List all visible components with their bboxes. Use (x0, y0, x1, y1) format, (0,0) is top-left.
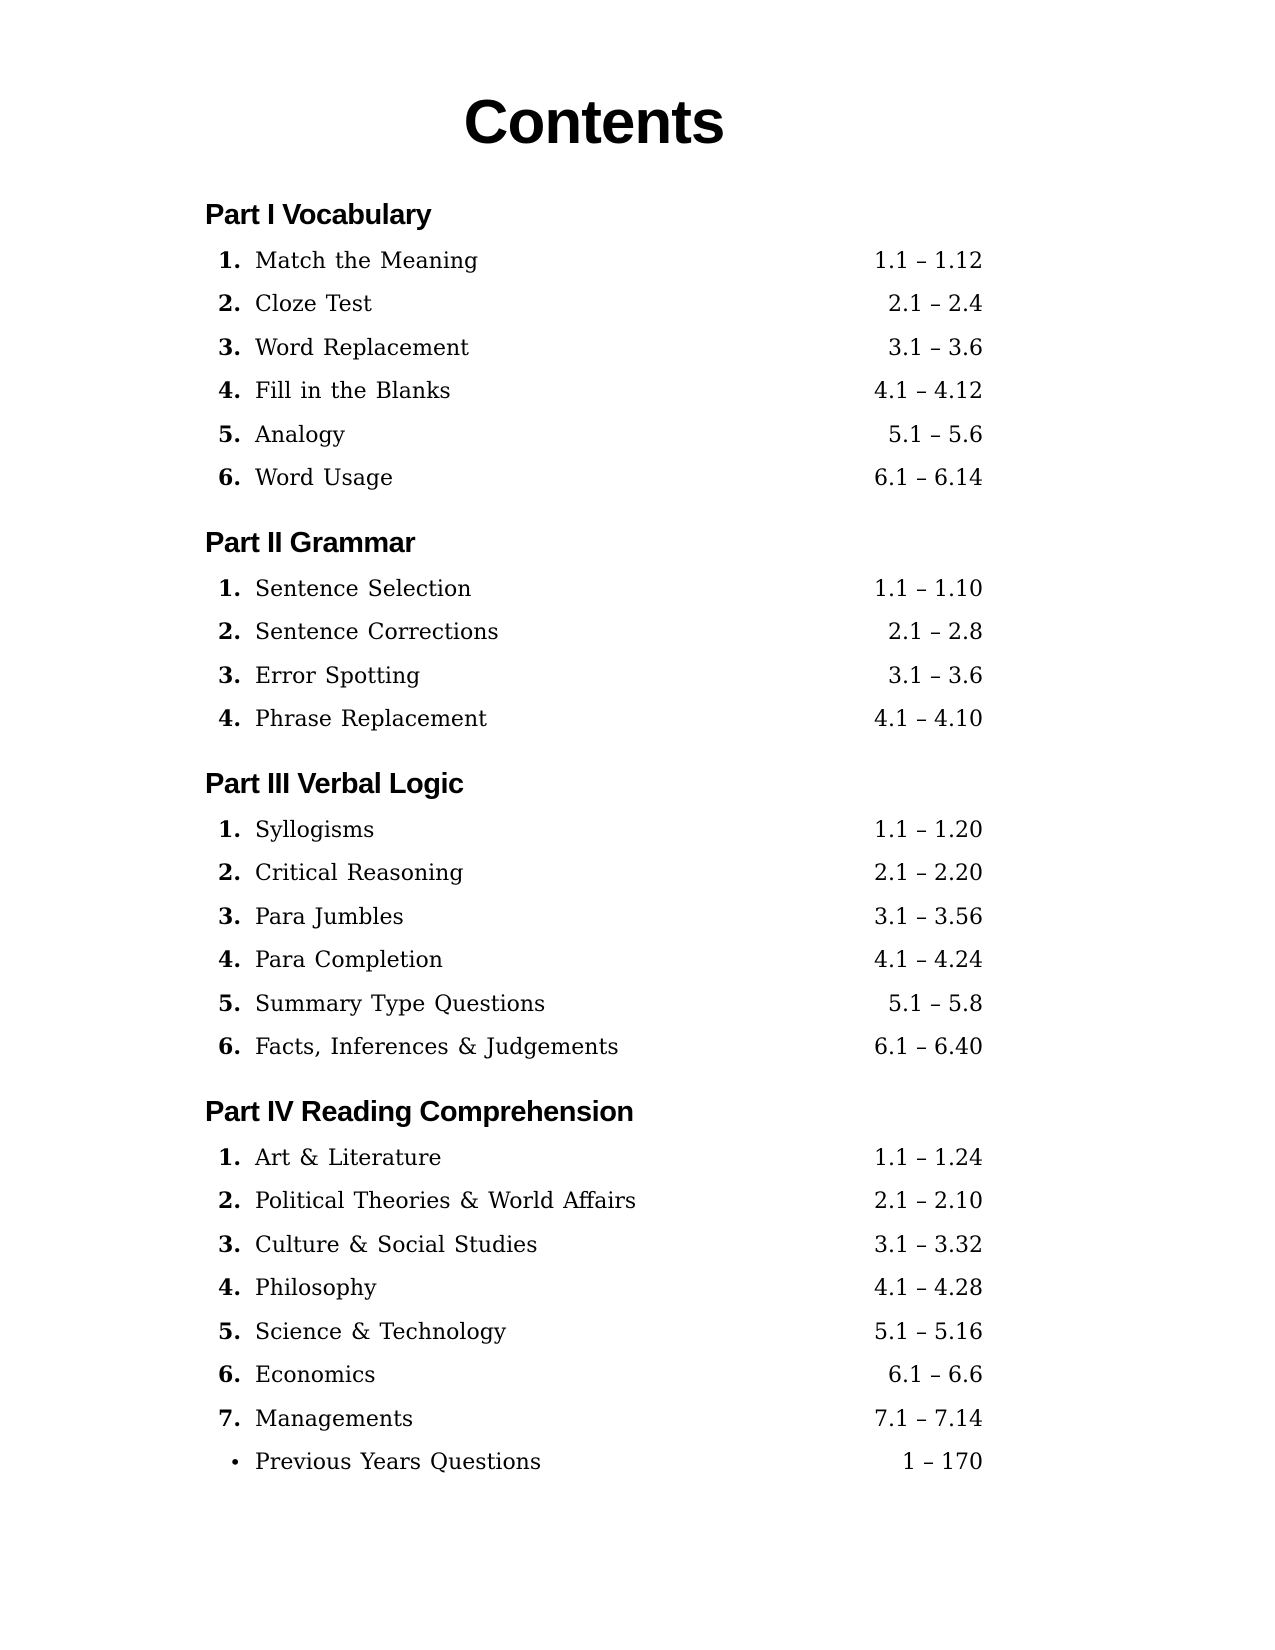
entry-marker: 6. (218, 1362, 241, 1389)
entry-label: Error Spotting (255, 663, 421, 689)
entry-marker: 2. (218, 619, 241, 646)
toc-entry (205, 1398, 983, 1442)
entry-page-range: 5.1 – 5.8 (888, 991, 983, 1017)
entry-label: Philosophy (255, 1276, 377, 1302)
toc-entry (205, 655, 983, 699)
entry-page-range: 6.1 – 6.40 (874, 1035, 983, 1061)
toc-entry (205, 327, 983, 371)
entry-label: Sentence Selection (255, 576, 472, 602)
contents-page (205, 0, 983, 1485)
toc-entry (205, 1224, 983, 1268)
entry-page-range: 2.1 – 2.10 (874, 1189, 983, 1215)
toc-entry (205, 1180, 983, 1224)
entry-label: Sentence Corrections (255, 620, 499, 646)
entry-page-range: 4.1 – 4.10 (874, 707, 983, 733)
toc-entry (205, 1026, 983, 1070)
toc-entry (205, 283, 983, 327)
entry-marker: 4. (218, 706, 241, 733)
entry-marker: 1. (218, 1144, 241, 1171)
entry-page-range: 6.1 – 6.6 (888, 1363, 983, 1389)
toc-entry (205, 809, 983, 853)
section-title: Part II Grammar (205, 526, 416, 559)
page-title: Contents (463, 88, 725, 157)
toc-entry (205, 1137, 983, 1181)
toc-entry (205, 1311, 983, 1355)
section-title: Part I Vocabulary (205, 198, 432, 231)
entry-marker: 7. (218, 1405, 241, 1432)
toc-entry (205, 611, 983, 655)
toc-entry (205, 240, 983, 284)
entry-page-range: 3.1 – 3.6 (888, 335, 983, 361)
entry-page-range: 5.1 – 5.6 (888, 422, 983, 448)
entry-label: Fill in the Blanks (255, 379, 451, 405)
entry-page-range: 3.1 – 3.56 (874, 904, 983, 930)
entry-page-range: 1.1 – 1.20 (874, 817, 983, 843)
section-items (205, 568, 983, 742)
entry-page-range: 1.1 – 1.12 (874, 248, 983, 274)
toc-entry (205, 896, 983, 940)
entry-page-range: 3.1 – 3.6 (888, 663, 983, 689)
entry-marker: 2. (218, 291, 241, 318)
entry-label: Para Jumbles (255, 904, 404, 930)
entry-page-range: 1.1 – 1.10 (874, 576, 983, 602)
entry-marker: 5. (218, 1318, 241, 1345)
entry-marker: 6. (218, 1034, 241, 1061)
entry-label: Art & Literature (255, 1145, 442, 1171)
section-title: Part IV Reading Comprehension (205, 1095, 634, 1128)
entry-label: Word Usage (255, 466, 394, 492)
entry-marker: 1. (218, 575, 241, 602)
toc-section-1 (205, 197, 983, 501)
toc-section-4 (205, 1094, 983, 1485)
section-title: Part III Verbal Logic (205, 767, 464, 800)
entry-page-range: 7.1 – 7.14 (874, 1406, 983, 1432)
entry-label: Match the Meaning (255, 248, 479, 274)
toc-entry (205, 1354, 983, 1398)
entry-label: Facts, Inferences & Judgements (255, 1035, 619, 1061)
toc-entry (205, 939, 983, 983)
entry-page-range: 2.1 – 2.8 (888, 620, 983, 646)
toc-section-2 (205, 525, 983, 742)
entry-label: Para Completion (255, 948, 443, 974)
section-items (205, 809, 983, 1070)
entry-marker: 2. (218, 860, 241, 887)
entry-label: Syllogisms (255, 817, 375, 843)
entry-label: Word Replacement (255, 335, 470, 361)
section-items (205, 240, 983, 501)
entry-label: Economics (255, 1363, 376, 1389)
entry-marker: 6. (218, 465, 241, 492)
toc-sections (205, 197, 983, 1485)
entry-page-range: 3.1 – 3.32 (874, 1232, 983, 1258)
entry-label: Previous Years Questions (255, 1450, 542, 1476)
entry-marker: 1. (218, 247, 241, 274)
toc-entry (205, 1267, 983, 1311)
entry-page-range: 2.1 – 2.20 (874, 861, 983, 887)
toc-entry (205, 698, 983, 742)
entry-label: Cloze Test (255, 292, 372, 318)
entry-marker: 5. (218, 990, 241, 1017)
entry-label: Summary Type Questions (255, 991, 546, 1017)
entry-marker: 4. (218, 378, 241, 405)
entry-page-range: 4.1 – 4.28 (874, 1276, 983, 1302)
entry-page-range: 6.1 – 6.14 (874, 466, 983, 492)
entry-label: Phrase Replacement (255, 707, 487, 733)
toc-entry (205, 983, 983, 1027)
toc-entry (205, 457, 983, 501)
toc-entry (205, 414, 983, 458)
toc-entry (205, 1441, 983, 1485)
entry-marker: 1. (218, 816, 241, 843)
entry-label: Critical Reasoning (255, 861, 464, 887)
entry-page-range: 5.1 – 5.16 (874, 1319, 983, 1345)
entry-marker: 3. (218, 662, 241, 689)
entry-page-range: 2.1 – 2.4 (888, 292, 983, 318)
entry-marker: 3. (218, 334, 241, 361)
entry-marker: 4. (218, 1275, 241, 1302)
entry-label: Culture & Social Studies (255, 1232, 538, 1258)
toc-entry (205, 568, 983, 612)
entry-marker: 3. (218, 903, 241, 930)
entry-page-range: 4.1 – 4.24 (874, 948, 983, 974)
entry-label: Analogy (255, 422, 345, 448)
entry-marker: 3. (218, 1231, 241, 1258)
toc-entry (205, 370, 983, 414)
entry-label: Political Theories & World Affairs (255, 1189, 637, 1215)
entry-page-range: 1.1 – 1.24 (874, 1145, 983, 1171)
entry-marker: 5. (218, 421, 241, 448)
entry-label: Science & Technology (255, 1319, 507, 1345)
section-items (205, 1137, 983, 1485)
bullet-icon: • (229, 1450, 241, 1475)
entry-marker: 4. (218, 947, 241, 974)
entry-marker: 2. (218, 1188, 241, 1215)
toc-section-3 (205, 766, 983, 1070)
entry-page-range: 4.1 – 4.12 (874, 379, 983, 405)
toc-entry (205, 852, 983, 896)
entry-page-range: 1 – 170 (902, 1450, 983, 1476)
entry-label: Managements (255, 1406, 414, 1432)
